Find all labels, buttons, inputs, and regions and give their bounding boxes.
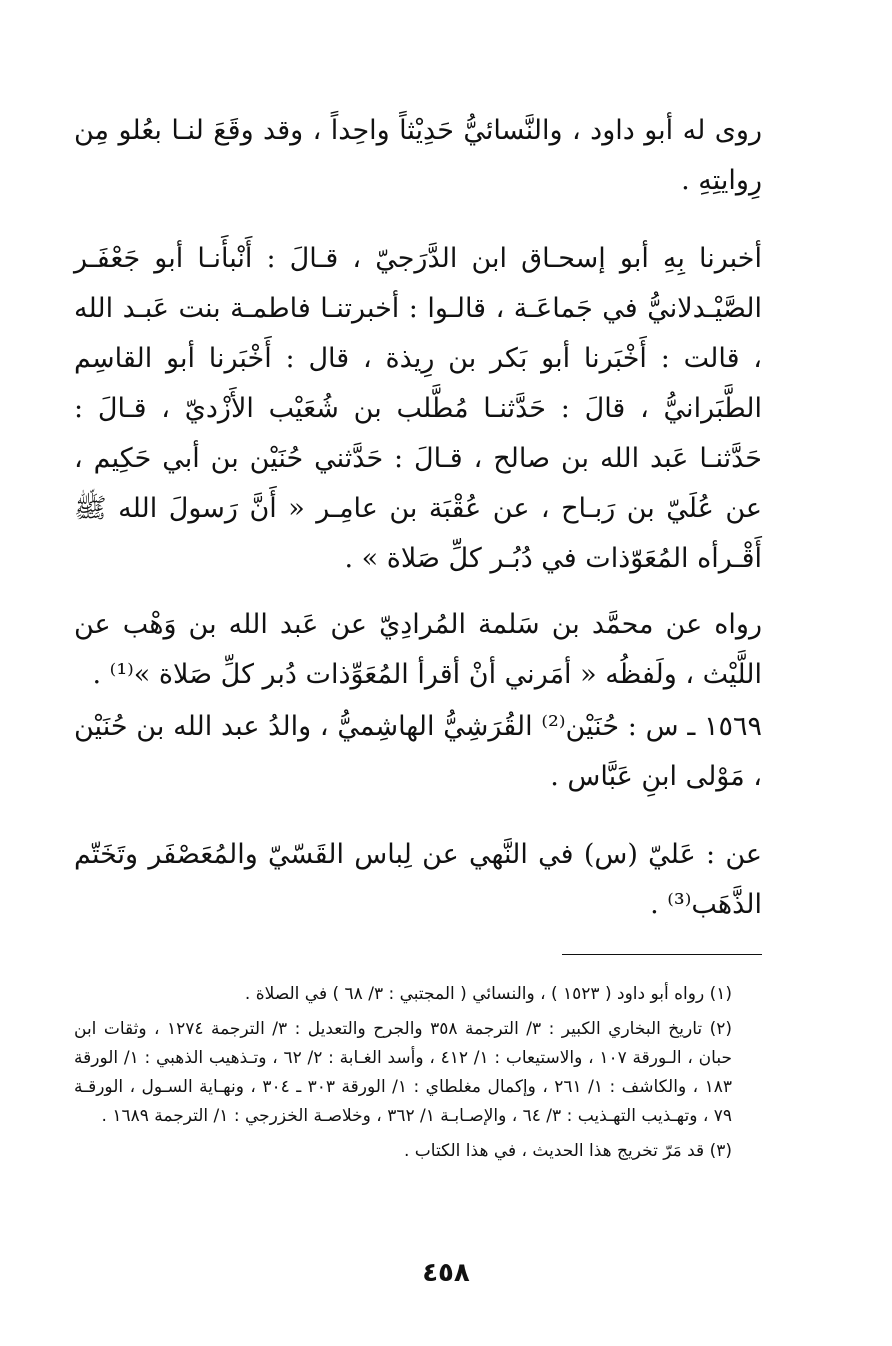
footnote-3: (٣) قد مَرّ تخريج هذا الحديث ، في هذا الكتاب . [403, 1141, 732, 1161]
footnote-separator [562, 954, 762, 955]
page-number: ٤٥٨ [422, 1258, 470, 1288]
paragraph-narration: روى له أبو داود ، والنَّسائيُّ حَدِيْثاً واحِداً ، وقد وقَعَ لنـا بعُلو مِن رِوايتِهِ . [74, 115, 762, 196]
paragraph-narrates-from: عن : عَليّ (س) في النَّهي عن لِباس القَسّيّ والمُعَصْفَر وتَخَتّم الذَّهَب⁽³⁾ . [74, 839, 762, 920]
paragraph-entry-1569: ١٥٦٩ ـ س : حُنَيْن⁽²⁾ القُرَشِيُّ الهاشِميُّ ، والدُ عبد الله بن حُنَيْن ، مَوْلى ابنِ عَبَّاس . [74, 711, 762, 792]
paragraph-isnad: أخبرنا بِهِ أبو إسحـاق ابن الدَّرَجيّ ، قـالَ : أَنْبأَنـا أبو جَعْفَـر الصَّيْـدلانيُّ في جَماعَـة ، قالـوا : أخبرتنـا فاطمـة بنت عَبـد الله ، قالت : أَخْبَرنا أبو بَكر بن رِيذة ، قال : أَخْبَرنا أبو القاسِم الطَّبَرانيُّ ، قالَ : حَدَّثنـا مُطَّلب بن شُعَيْب الأَزْديّ ، قـالَ : حَدَّثنـا عَبد الله بن صالح ، قـالَ : حَدَّثني حُنَيْن بن أبي حَكِيم ، عن عُلَيّ بن رَبـاح ، عن عُقْبَة بن عامِـر « أَنَّ رَسولَ الله ﷺ أَقْـرأه المُعَوّذات في دُبُـر كلِّ صَلاة » . [74, 243, 762, 574]
footnote-2: (٢) تاريخ البخاري الكبير : ٣/ الترجمة ٣٥٨ والجرح والتعديل : ٣/ الترجمة ١٢٧٤ ، وثقات ابن حبان ، الـورقة ١٠٧ ، والاستيعاب : ١/ ٤١٢ ، وأسد الغـابة : ٢/ ٦٢ ، وتـذهيب الذهبي : ١/ الورقة ١٨٣ ، والكاشف : ١/ ٢٦١ ، وإكمال مغلطاي : ١/ الورقة ٣٠٣ ـ ٣٠٤ ، ونهـاية السـول ، الورقـة ٧٩ ، وتهـذيب التهـذيب : ٣/ ٦٤ ، والإصـابـة ١/ ٣٦٢ ، وخلاصـة الخزرجي : ١/ الترجمة ١٦٨٩ . [74, 1019, 732, 1126]
footnotes [74, 980, 762, 1172]
paragraph-riwaya: رواه عن محمَّد بن سَلمة المُرادِيّ عن عَبد الله بن وَهْب عن اللَّيْث ، ولَفظُه « أمَرني أنْ أقرأ المُعَوِّذات دُبر كلِّ صَلاة »⁽¹⁾ . [74, 609, 762, 690]
footnote-1: (١) رواه أبو داود ( ١٥٢٣ ) ، والنسائي ( المجتبي : ٣/ ٦٨ ) في الصلاة . [244, 984, 732, 1004]
